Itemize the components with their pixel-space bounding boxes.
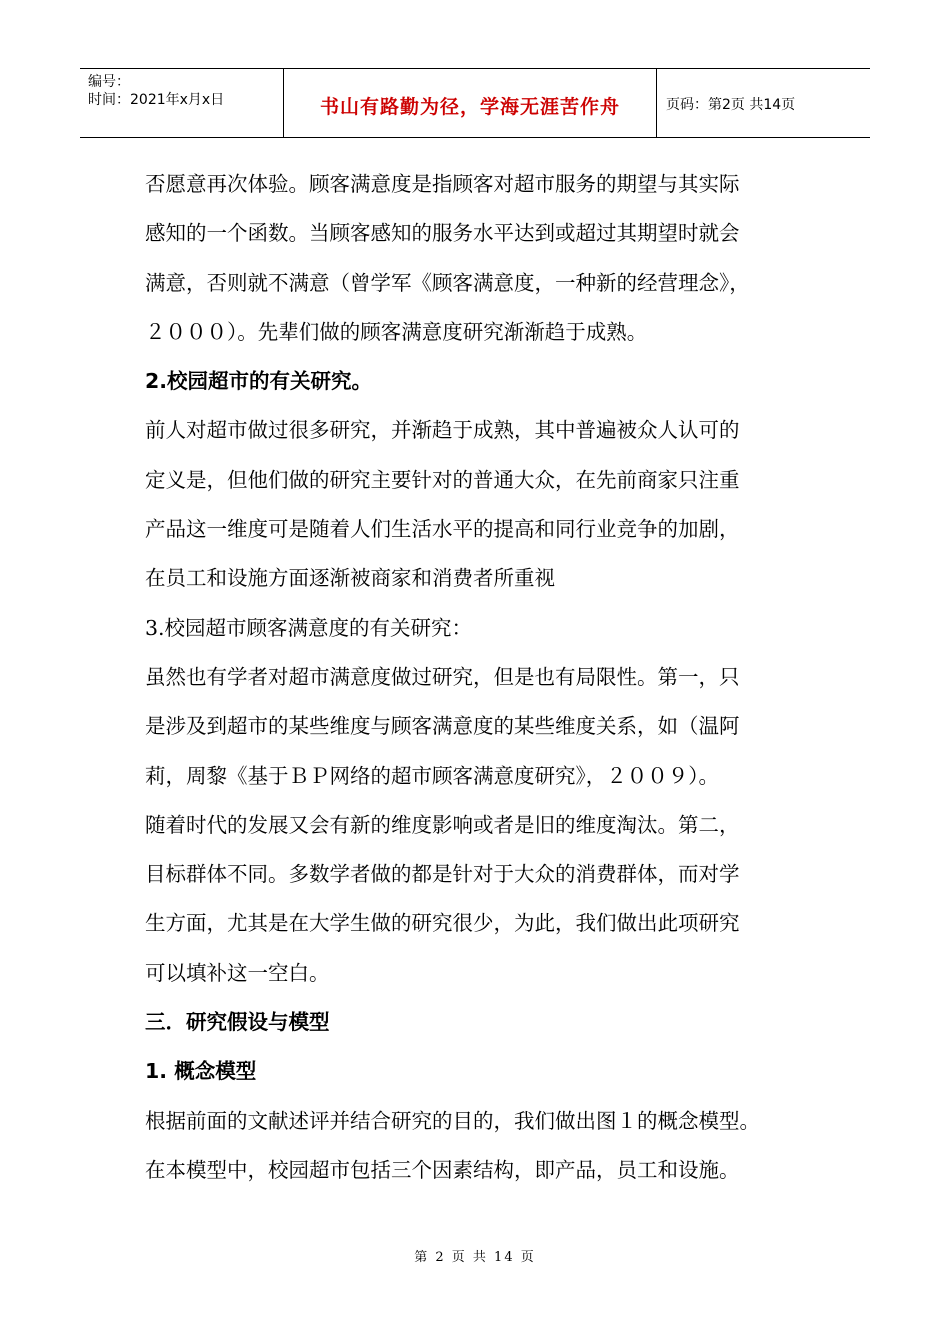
paragraph-line: 否愿意再次体验。顾客满意度是指顾客对超市服务的期望与其实际: [145, 172, 740, 196]
paragraph-line: ２０００）。先辈们做的顾客满意度研究渐渐趋于成熟。: [145, 319, 648, 344]
paragraph-line: 生方面，尤其是在大学生做的研究很少，为此，我们做出此项研究: [145, 911, 740, 936]
paragraph-line: 在员工和设施方面逐渐被商家和消费者所重视: [145, 566, 555, 591]
section-heading: 三．研究假设与模型: [145, 1010, 330, 1035]
section-heading: 1. 概念模型: [145, 1059, 257, 1084]
paragraph-line: 产品这一维度可是随着人们生活水平的提高和同行业竞争的加剧，: [145, 517, 740, 542]
header-meta: [88, 73, 224, 109]
document-date-label: 时间：2021年x月x日: [88, 92, 225, 108]
paragraph-line: 3.校园超市顾客满意度的有关研究：: [145, 615, 473, 640]
header-page-label: 页码：第2页 共14页: [666, 97, 796, 113]
paragraph-line: 莉，周黎《基于ＢＰ网络的超市顾客满意度研究》，２００９）。: [145, 763, 719, 788]
paragraph-line: 前人对超市做过很多研究，并渐趋于成熟，其中普遍被众人认可的: [145, 418, 740, 443]
paragraph-line: 满意，否则就不满意（曾学军《顾客满意度，一种新的经营理念》，: [145, 270, 750, 295]
paragraph-line: 定义是，但他们做的研究主要针对的普通大众，在先前商家只注重: [145, 467, 740, 492]
header-motto: 书山有路勤为径，学海无涯苦作舟: [319, 96, 620, 118]
paragraph-line: 随着时代的发展又会有新的维度影响或者是旧的维度淘汰。第二，: [145, 812, 740, 837]
paragraph-line: 虽然也有学者对超市满意度做过研究，但是也有局限性。第一，只: [145, 664, 740, 689]
document-number-label: 编号：: [88, 74, 130, 90]
paragraph-line: 根据前面的文献述评并结合研究的目的，我们做出图１的概念模型。: [145, 1108, 760, 1133]
paragraph-line: 是涉及到超市的某些维度与顾客满意度的某些维度关系，如（温阿: [145, 714, 740, 739]
page-footer: 第 2 页 共 14 页: [414, 1250, 536, 1265]
section-heading: 2.校园超市的有关研究。: [145, 369, 373, 394]
paragraph-line: 目标群体不同。多数学者做的都是针对于大众的消费群体，而对学: [145, 862, 740, 887]
paragraph-line: 在本模型中，校园超市包括三个因素结构，即产品，员工和设施。: [145, 1157, 740, 1182]
paragraph-line: 可以填补这一空白。: [145, 960, 330, 985]
header-divider: [656, 69, 657, 137]
document-body: [145, 160, 825, 1195]
paragraph-line: 感知的一个函数。当顾客感知的服务水平达到或超过其期望时就会: [145, 221, 740, 246]
page-header: [80, 68, 870, 138]
